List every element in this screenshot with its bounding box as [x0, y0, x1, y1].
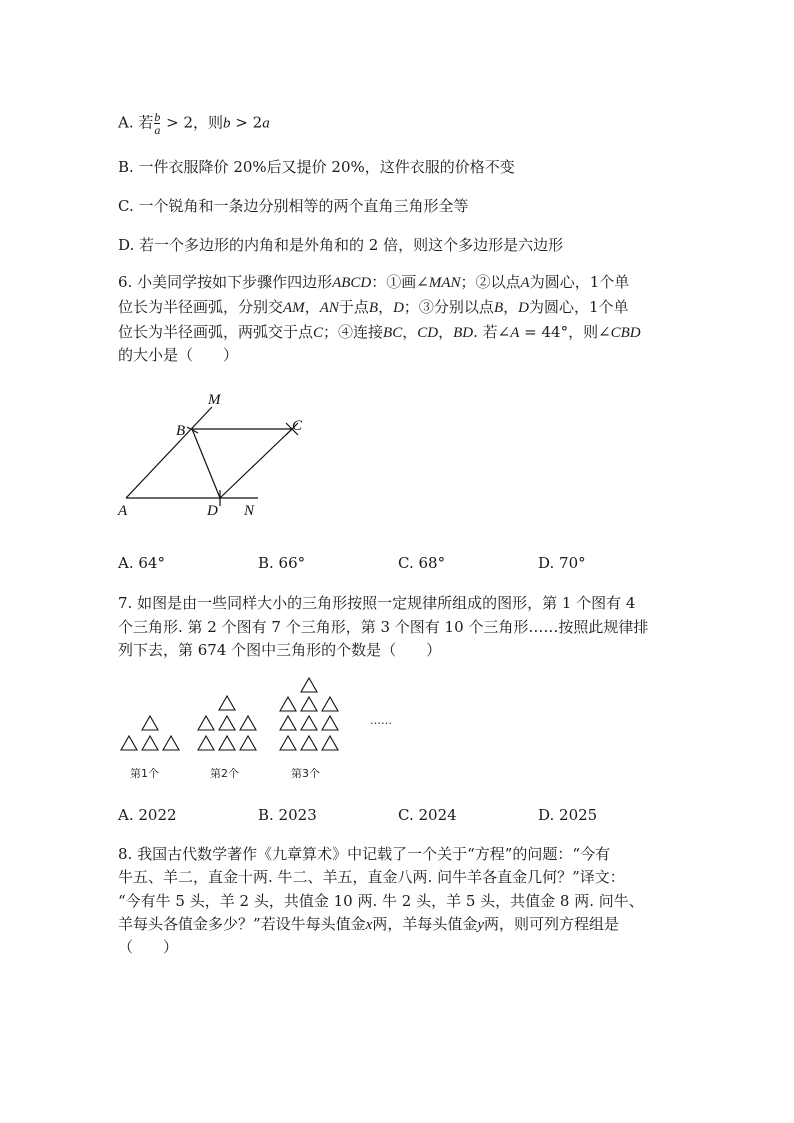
q6-point-a: A: [510, 325, 520, 341]
q6-option-d: D. 70°: [538, 554, 586, 572]
ray-am: [126, 407, 212, 498]
q8-text: 两，则可列方程组是: [484, 915, 620, 933]
q5-option-a: [118, 111, 270, 136]
q6-am: AM: [283, 300, 305, 316]
q6-line-3: [118, 321, 641, 344]
q6-text: . 若∠: [473, 323, 511, 341]
q6-cbd: CBD: [610, 325, 641, 341]
q6-option-b: B. 66°: [258, 554, 306, 572]
q6-text: 为圆心，1个单: [529, 273, 630, 291]
q5-var-a: a: [262, 115, 270, 132]
q8-text: 羊每头各值金多少？”若设牛每头值金: [118, 915, 366, 933]
q5-option-a-conclusion: > 2: [230, 113, 263, 132]
q5-option-a-condition: > 2，则: [161, 113, 224, 132]
q8-var-x: x: [365, 917, 373, 933]
q6-point-d: D: [518, 300, 529, 316]
q6-line-1: [118, 271, 629, 294]
q6-point-c: C: [313, 325, 324, 341]
q6-text: 6. 小美同学按如下步骤作四边形: [118, 273, 333, 291]
segment-cd: [220, 429, 292, 498]
caption-2: 第2个: [210, 767, 239, 780]
q6-an: AN: [319, 300, 339, 316]
label-m: M: [208, 392, 221, 408]
q6-text: = 44°，则∠: [519, 323, 611, 341]
q6-abcd: ABCD: [332, 275, 372, 291]
caption-3: 第3个: [291, 767, 320, 780]
q6-point-b: B: [493, 300, 504, 316]
q6-bc: BC: [383, 325, 403, 341]
q6-option-c: C. 68°: [398, 554, 446, 572]
q6-line-2: [118, 296, 629, 319]
q7-option-d: D. 2025: [538, 806, 598, 824]
q8-line-1: 8. 我国古代数学著作《九章算术》中记载了一个关于“方程”的问题：“今有: [118, 845, 611, 863]
q8-line-2: 牛五、羊二，直金十两. 牛二、羊五，直金八两. 问牛羊各直金几何？”译文：: [118, 868, 625, 886]
q6-line-4: 的大小是（ ）: [118, 346, 239, 364]
q8-var-y: y: [477, 917, 485, 933]
q7-triangle-pattern: [118, 678, 418, 788]
q5-fraction: [154, 111, 160, 136]
q5-option-b: B. 一件衣服降价 20%后又提价 20%，这件衣服的价格不变: [118, 158, 515, 176]
q6-text: ；③分别以点: [403, 298, 494, 316]
label-c: C: [292, 418, 303, 434]
segment-bd: [192, 429, 220, 498]
label-a: A: [118, 503, 128, 519]
q6-bd: BD: [453, 325, 474, 341]
q7-line-2: 个三角形. 第 2 个图有 7 个三角形，第 3 个图有 10 个三角形……按照此规律排: [118, 618, 649, 636]
q7-line-1: 7. 如图是由一些同样大小的三角形按照一定规律所组成的图形，第 1 个图有 4: [118, 594, 636, 612]
q6-text: ，: [402, 323, 418, 341]
q6-text: ，: [304, 298, 320, 316]
q6-text: ：①画∠: [371, 273, 429, 291]
q6-option-a: A. 64°: [118, 554, 165, 572]
q8-line-5: （ ）: [118, 938, 179, 956]
q5-fraction-numerator: b: [154, 110, 161, 124]
q6-man: MAN: [428, 275, 461, 291]
q6-text: ，: [378, 298, 394, 316]
q6-point-b: B: [368, 300, 379, 316]
q6-text: ，: [438, 323, 454, 341]
q6-text: ，: [503, 298, 519, 316]
label-n: N: [244, 503, 255, 519]
q6-text: ；②以点: [460, 273, 521, 291]
q5-option-c: C. 一个锐角和一条边分别相等的两个直角三角形全等: [118, 197, 469, 215]
label-d: D: [207, 503, 218, 519]
pattern-3: [280, 678, 338, 750]
q5-option-d: D. 若一个多边形的内角和是外角和的 2 倍，则这个多边形是六边形: [118, 236, 564, 254]
pattern-ellipsis: ……: [370, 714, 392, 727]
caption-1: 第1个: [130, 767, 159, 780]
q6-point-a: A: [520, 275, 530, 291]
pattern-1: [121, 716, 179, 750]
q6-text: 位长为半径画弧，分别交: [118, 298, 284, 316]
q5-var-b: b: [223, 115, 231, 132]
label-b: B: [176, 423, 186, 439]
q8-text: 两，羊每头值金: [372, 915, 478, 933]
pattern-2: [198, 696, 256, 750]
q8-line-3: “今有牛 5 头，羊 2 头，共值金 10 两. 牛 2 头，羊 5 头，共值金 8 两. 问牛、: [118, 892, 644, 910]
q5-option-a-prefix: A. 若: [118, 113, 154, 132]
q6-rhombus-figure: [110, 390, 310, 520]
q8-line-4: [118, 913, 619, 936]
q5-fraction-denominator: a: [154, 123, 161, 137]
q7-option-c: C. 2024: [398, 806, 457, 824]
q6-text: 位长为半径画弧，两弧交于点: [118, 323, 314, 341]
q6-point-d: D: [393, 300, 404, 316]
q7-option-b: B. 2023: [258, 806, 317, 824]
q7-option-a: A. 2022: [118, 806, 177, 824]
q6-cd: CD: [417, 325, 439, 341]
q6-text: 为圆心，1个单: [528, 298, 629, 316]
q7-line-3: 列下去，第 674 个图中三角形的个数是（ ）: [118, 641, 442, 659]
q6-text: ；④连接: [323, 323, 384, 341]
q6-text: 于点: [338, 298, 369, 316]
